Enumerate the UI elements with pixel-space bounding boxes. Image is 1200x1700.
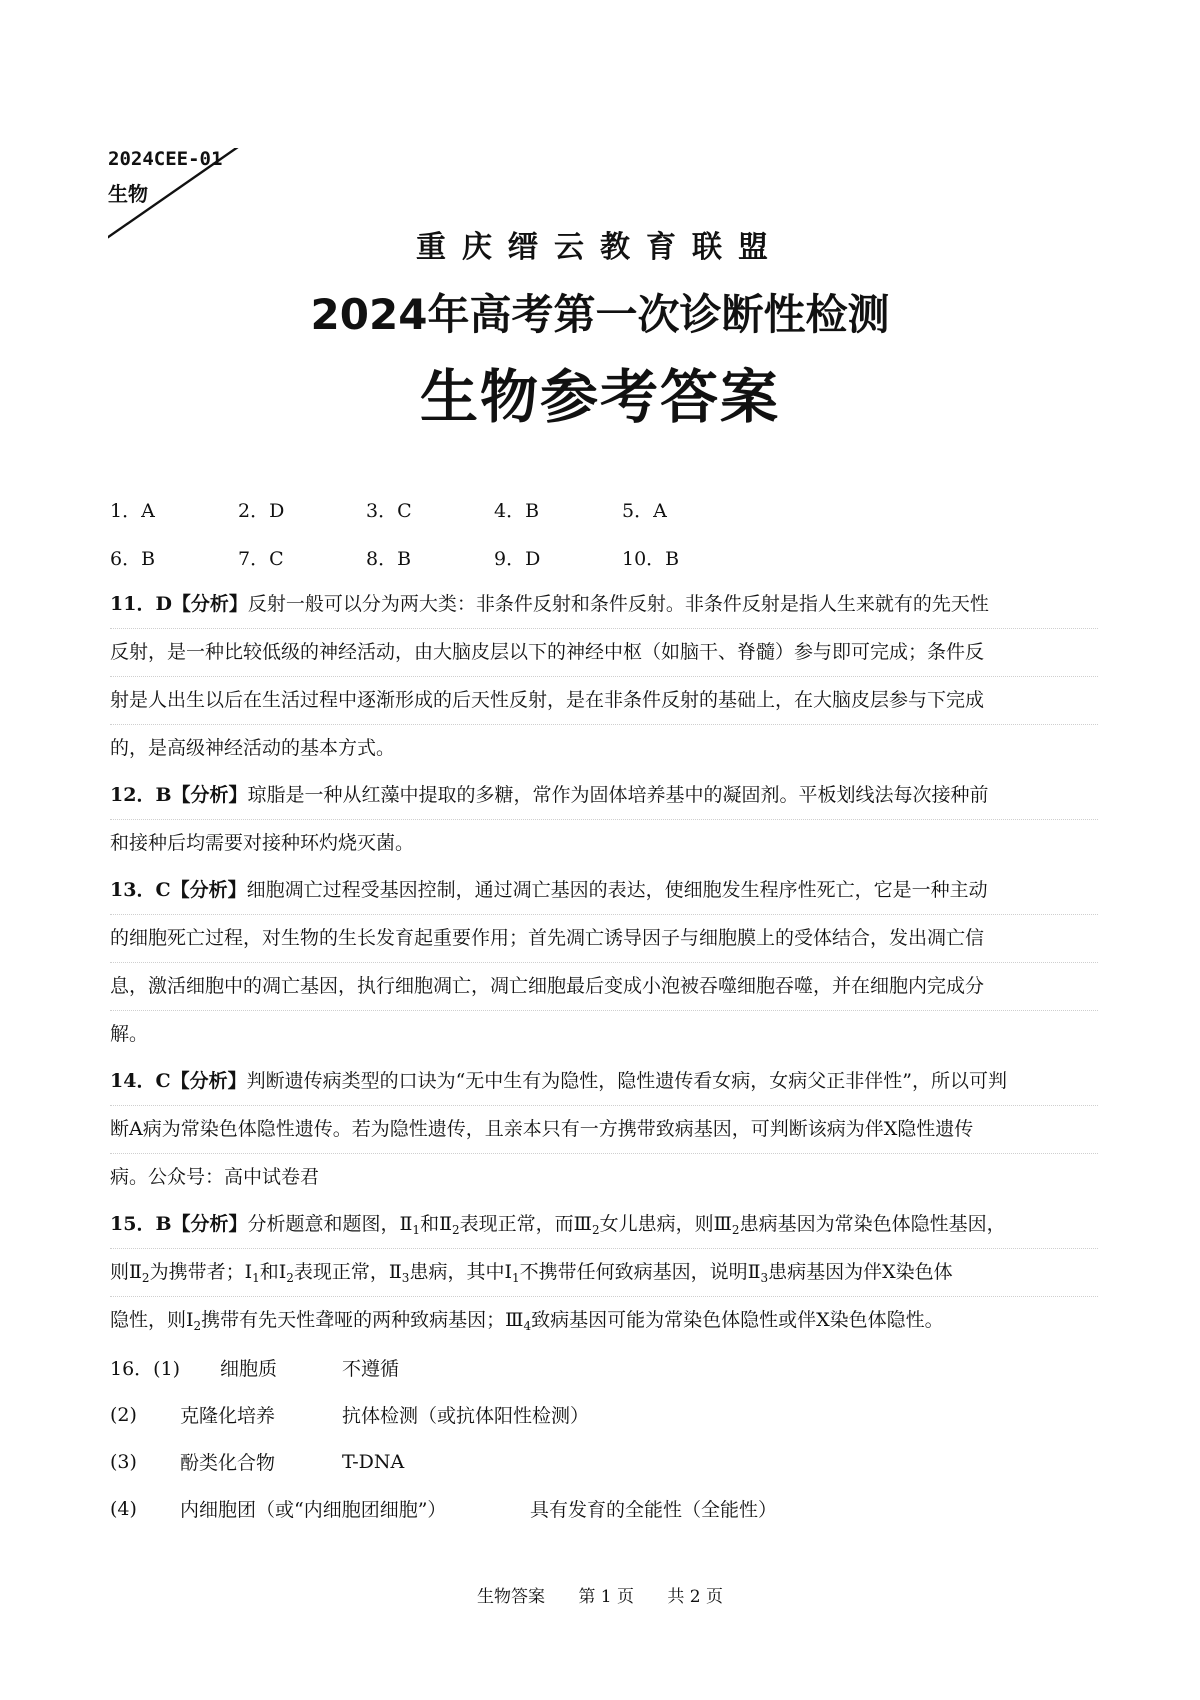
footer-total: 共 2 页 — [667, 1587, 724, 1607]
footer-page: 第 1 页 — [578, 1587, 634, 1607]
answer-text: 细胞凋亡过程受基因控制，通过凋亡基因的表达，使细胞发生程序性死亡，它是一种主动 — [246, 879, 988, 901]
sub-answer-row — [110, 1391, 1098, 1438]
exam-title: 2024年高考第一次诊断性检测 — [310, 290, 890, 339]
answer-text: 判断遗传病类型的口诀为“无中生有为隐性，隐性遗传看女病，女病父正非伴性”，所以可判 — [246, 1070, 1008, 1092]
sub-answer-row — [110, 1344, 1098, 1391]
subscript: 1 — [252, 1271, 260, 1285]
sub-question-number: 16．(1) — [110, 1358, 181, 1380]
question-head: 14．C【分析】 — [110, 1070, 247, 1092]
answer-text: 反射一般可以分为两大类：非条件反射和条件反射。非条件反射是指人生来就有的先天性 — [247, 593, 989, 615]
mc-answer: 7．C — [238, 547, 284, 570]
answer-text: 则Ⅱ — [110, 1261, 142, 1283]
mc-row — [110, 485, 1098, 533]
mc-answer: 1．A — [110, 499, 155, 522]
sub-answer-b: T-DNA — [342, 1450, 405, 1473]
subscript: 2 — [141, 1271, 150, 1285]
mc-answer: 3．C — [366, 499, 412, 522]
sub-answer-a: 细胞质 — [220, 1358, 278, 1380]
sub-answer-a: 内细胞团（或“内细胞团细胞”） — [180, 1499, 447, 1521]
sub-answer-a: 克隆化培养 — [180, 1405, 276, 1427]
answer-text: 的，是高级神经活动的基本方式。 — [110, 737, 396, 759]
answer-text: 分析题意和题图，Ⅱ — [247, 1213, 413, 1235]
answer-13 — [110, 867, 1098, 1058]
page-footer — [0, 1582, 1200, 1607]
answer-text: 患病，其中Ⅰ — [409, 1261, 512, 1283]
answer-text: 息，激活细胞中的凋亡基因，执行细胞凋亡，凋亡细胞最后变成小泡被吞噬细胞吞噬，并在细胞内完成分 — [110, 975, 985, 997]
answer-text: 断A病为常染色体隐性遗传。若为隐性遗传，且亲本只有一方携带致病基因，可判断该病为伴X隐性遗传 — [110, 1118, 974, 1140]
question-head: 15．B【分析】 — [110, 1213, 248, 1235]
answer-text: 致病基因可能为常染色体隐性或伴X染色体隐性。 — [531, 1309, 944, 1331]
sub-answer-row — [110, 1438, 1098, 1485]
sub-question-number: (4) — [110, 1497, 137, 1520]
mc-row — [110, 533, 1098, 581]
subscript: 1 — [511, 1271, 520, 1285]
answer-text: 和Ⅱ — [420, 1213, 452, 1235]
mc-answer: 8．B — [366, 547, 412, 570]
answer-16 — [110, 1344, 1098, 1532]
paper-code: 2024CEE-01 — [108, 148, 223, 170]
answer-text: 携带有先天性聋哑的两种致病基因；Ⅲ — [201, 1309, 524, 1331]
answer-text: 的细胞死亡过程，对生物的生长发育起重要作用；首先凋亡诱导因子与细胞膜上的受体结合，发出凋亡信 — [110, 927, 985, 949]
footer-name: 生物答案 — [476, 1587, 545, 1607]
question-head: 12．B【分析】 — [110, 784, 248, 806]
answer-text: 表现正常，Ⅱ — [293, 1261, 402, 1283]
subscript: 3 — [760, 1271, 769, 1285]
subscript: 1 — [412, 1223, 421, 1237]
subscript: 2 — [286, 1271, 294, 1285]
subscript: 2 — [591, 1223, 600, 1237]
answer-text: 和Ⅰ — [259, 1261, 287, 1283]
answer-text: 射是人出生以后在生活过程中逐渐形成的后天性反射，是在非条件反射的基础上，在大脑皮层参与下完成 — [110, 689, 985, 711]
page-title: 生物参考答案 — [419, 363, 780, 431]
question-head: 13．C【分析】 — [110, 879, 247, 901]
answer-text: 隐性，则Ⅰ — [110, 1309, 194, 1331]
sub-answer-b: 不遵循 — [342, 1358, 400, 1380]
answer-text: 患病基因为伴X染色体 — [768, 1261, 953, 1283]
question-head: 11．D【分析】 — [110, 593, 248, 615]
mc-answer: 10．B — [622, 547, 680, 570]
answer-text: 反射，是一种比较低级的神经活动，由大脑皮层以下的神经中枢（如脑干、脊髓）参与即可完成；条件反 — [110, 641, 985, 663]
answer-14 — [110, 1058, 1098, 1201]
answer-text: 为携带者；Ⅰ — [149, 1261, 253, 1283]
subscript: 2 — [193, 1319, 202, 1333]
answer-text: 患病基因为常染色体隐性基因， — [739, 1213, 1006, 1235]
paper-subject: 生物 — [108, 182, 148, 206]
subscript: 3 — [401, 1271, 410, 1285]
answer-12 — [110, 772, 1098, 867]
answer-text: 和接种后均需要对接种环灼烧灭菌。 — [110, 832, 415, 854]
answer-text: 表现正常，而Ⅲ — [459, 1213, 592, 1235]
mc-answer: 5．A — [622, 499, 667, 522]
org-title: 重庆缙云教育联盟 — [416, 230, 784, 265]
subscript: 2 — [731, 1223, 740, 1237]
mc-answer: 9．D — [494, 547, 541, 570]
answer-text: 病。公众号：高中试卷君 — [110, 1166, 320, 1188]
sub-answer-b: 具有发育的全能性（全能性） — [530, 1499, 778, 1521]
answer-text: 女儿患病，则Ⅲ — [599, 1213, 732, 1235]
sub-answer-row — [110, 1485, 1098, 1532]
subscript: 4 — [523, 1319, 532, 1333]
answer-text: 解。 — [110, 1023, 149, 1045]
mc-answer: 4．B — [494, 499, 540, 522]
sub-question-number: (2) — [110, 1403, 137, 1426]
mc-answer: 2．D — [238, 499, 285, 522]
subscript: 2 — [451, 1223, 460, 1237]
sub-question-number: (3) — [110, 1450, 137, 1473]
answer-content — [110, 485, 1098, 1532]
mc-answer: 6．B — [110, 547, 156, 570]
sub-answer-b: 抗体检测（或抗体阳性检测） — [342, 1405, 590, 1427]
answer-15 — [110, 1201, 1098, 1344]
answer-text: 琼脂是一种从红藻中提取的多糖，常作为固体培养基中的凝固剂。平板划线法每次接种前 — [247, 784, 989, 806]
sub-answer-a: 酚类化合物 — [180, 1452, 276, 1474]
answer-text: 不携带任何致病基因，说明Ⅱ — [519, 1261, 761, 1283]
answer-11 — [110, 581, 1098, 772]
